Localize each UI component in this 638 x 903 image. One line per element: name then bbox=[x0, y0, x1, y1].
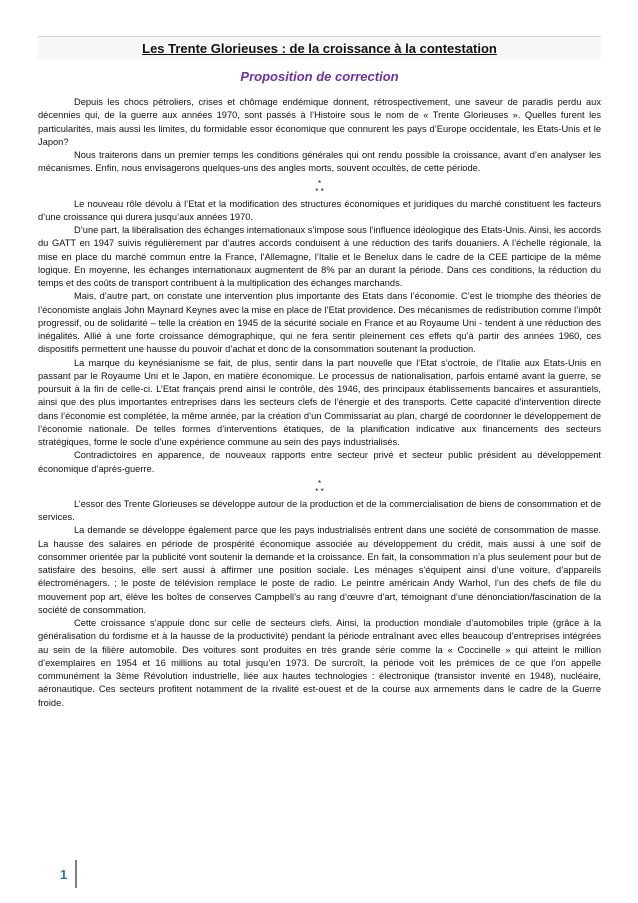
paragraph: L’essor des Trente Glorieuses se développe autour de la production et de la commercialisation de biens de consommation et de services. bbox=[38, 498, 601, 522]
page-footer bbox=[60, 860, 77, 888]
section-separator bbox=[38, 480, 601, 496]
section-separator bbox=[38, 180, 601, 196]
footer-divider bbox=[75, 860, 77, 888]
paragraph: D’une part, la libéralisation des échanges internationaux s’impose sous l’influence idéologique des Etats-Unis. Ainsi, les accords du GATT en 1947 suivis régulièrement par d’autres accords conduisent à une réduction des tarifs douaniers. A l’échelle régionale, la mise en place du marché commun entre la France, l’Allemagne, l’Italie et le Benelux dans le cadre de la CEE participe de la même logique. En moyenne, les échanges internationaux augmentent de 8% par an durant la période. Dans ces conditions, la réduction du temps et des coûts de transport contribuent à la multiplication des échanges marchands. bbox=[38, 225, 601, 288]
separator-mark: * * bbox=[315, 186, 324, 196]
paragraph: Nous traiterons dans un premier temps les conditions générales qui ont rendu possible la croissance, avant d’en analyser les mécanismes. Enfin, nous envisagerons quelques-uns des angles morts, souvent occultés, de cette période. bbox=[38, 150, 601, 174]
separator-mark: * * bbox=[315, 486, 324, 496]
paragraph: Cette croissance s’appuie donc sur celle de secteurs clefs. Ainsi, la production mondiale d’automobiles triple (grâce à la généralisation du fordisme et à la hausse de la productivité) pendant la période entraînant avec elles beaucoup d’entreprises intégrées au sein de la filière automobile. Des voitures sont produites en très grande série comme la « Coccinelle » qui atteint le million d’exemplaires en 1954 et 16 millions au total jusqu’en 1973. De surcroît, la période voit les prémices de ce que l’on appelle communément la 3ème Révolution industrielle, liée aux hautes technologies : électronique (transistor inventé en 1948), nucléaire, aéronautique. Ces secteurs profitent notamment de la rivalité est-ouest et de la course aux armements dans le cadre de la Guerre froide. bbox=[38, 618, 601, 708]
document-body bbox=[38, 96, 601, 710]
paragraph: La marque du keynésianisme se fait, de plus, sentir dans la part nouvelle que l’Etat s’octroie, de l’Italie aux Etats-Unis en passant par le Royaume Uni et le Japon, en matière économique. Le processus de nationalisation, parfois entamé avant la guerre, se poursuit à la fin de celle-ci. L’Etat français prend ainsi le contrôle, dès 1946, des principaux établissements bancaires et assurantiels, ainsi que des plus importantes entreprises dans les secteurs clefs de l’énergie et des transports. Cette capacité d’intervention directe dans l’économie est complétée, la même année, par la création d’un Commissariat au plan, chargé de coordonner le développement de l’économie nationale. De telles formes d’interventions étatiques, de la planification indicative aux financements des secteurs stratégiques, forme le socle d’une expérience commune au sein des pays industrialisés. bbox=[38, 357, 601, 447]
separator-mark: * bbox=[317, 478, 322, 488]
document-subtitle: Proposition de correction bbox=[240, 69, 399, 84]
paragraph: Depuis les chocs pétroliers, crises et chômage endémique donnent, rétrospectivement, une saveur de paradis perdu aux décennies qui, de la guerre aux années 1970, sont passés à l’Histoire sous le nom de « Trente Glorieuses ». Quelles furent les particularités, mais aussi les limites, du formidable essor économique que connurent les pays d’Europe occidentale, les Etats-Unis et le Japon? bbox=[38, 97, 601, 147]
separator-mark: * bbox=[317, 178, 322, 188]
document-title: Les Trente Glorieuses : de la croissance à la contestation bbox=[38, 36, 601, 59]
document-page bbox=[38, 36, 601, 710]
paragraph: La demande se développe également parce que les pays industrialisés entrent dans une société de consommation de masse. La hausse des salaires en période de prospérité économique associée au développement du crédit, mais aussi à une soif de consommer orientée par la publicité vont soutenir la demande et la croissance. En fait, la consommation n’a plus seulement pour but de satisfaire des besoins, elle sert aussi à affirmer une position sociale. Les ménages s’équipent ainsi d’une voiture, d’appareils électroménagers. ; le poste de télévision remplace le poste de radio. Le peintre américain Andy Warhol, l’un des chefs de file du mouvement pop art, élève les boîtes de conserves Campbell’s au rang d’œuvre d’art, témoignant d’une dénonciation/fascination de la société de consommation. bbox=[38, 525, 601, 615]
paragraph: Le nouveau rôle dévolu à l’Etat et la modification des structures économiques et juridiques du marché constituent les facteurs d’une croissance qui durera jusqu’aux années 1970. bbox=[38, 198, 601, 222]
page-number: 1 bbox=[60, 866, 68, 882]
paragraph: Mais, d’autre part, on constate une intervention plus importante des Etats dans l’économie. C’est le triomphe des théories de l’économiste anglais John Maynard Keynes avec la mise en place de l’Etat providence. Des mécanismes de redistribution comme l’impôt progressif, ou de solidarité – telle la création en 1945 de la sécurité sociale en France et au Royaume Uni - tendent à une réduction des inégalités. Allié à une forte croissance démographique, qui ne fera sentir pleinement ces effets qu’à partir des années 1960, ces dispositifs permettent une hausse du pouvoir d’achat et donc de la consommation soutenant la production. bbox=[38, 291, 601, 355]
paragraph: Contradictoires en apparence, de nouveaux rapports entre secteur privé et secteur public président au développement économique d’après-guerre. bbox=[38, 450, 601, 474]
